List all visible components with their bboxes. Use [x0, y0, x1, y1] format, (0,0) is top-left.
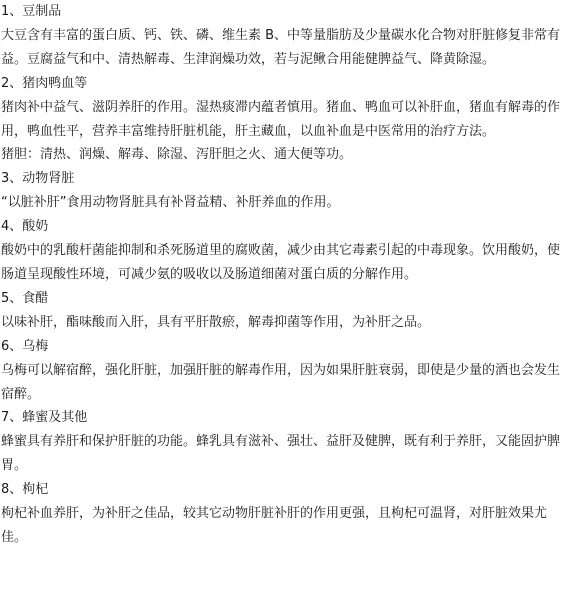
section-paragraph: “以脏补肝”食用动物肾脏具有补肾益精、补肝养血的作用。	[1, 195, 340, 211]
section-paragraph: 猪肉补中益气、滋阴养肝的作用。湿热痰滞内蕴者慎用。猪血、鸭血可以补肝血，猪血有解毒的作用，鸭血性平，营养丰富维持肝脏机能，肝主藏血，以血补血是中医常用的治疗方法。	[1, 99, 561, 139]
section-paragraph: 蜂蜜具有养肝和保护肝脏的功能。蜂乳具有滋补、强壮、益肝及健脾，既有利于养肝，又能固护脾胃。	[1, 434, 561, 474]
section-heading: 6、乌梅	[1, 338, 49, 354]
section-paragraph: 大豆含有丰富的蛋白质、钙、铁、磷、维生素 B、中等量脂肪及少量碳水化合物对肝脏修复非常有益。豆腐益气和中、清热解毒、生津润燥功效，若与泥鳅合用能健脾益气、降黄除湿。	[1, 27, 561, 67]
section-paragraph: 乌梅可以解宿醉，强化肝脏，加强肝脏的解毒作用，因为如果肝脏衰弱，即使是少量的酒也会发生宿醉。	[1, 362, 561, 402]
section-paragraph: 以味补肝，酯味酸而入肝，具有平肝散瘀，解毒抑菌等作用，为补肝之品。	[1, 314, 431, 330]
section-heading: 5、食醋	[1, 290, 49, 306]
section-heading: 1、豆制品	[1, 4, 62, 19]
section-heading: 3、动物肾脏	[1, 171, 75, 187]
section-heading: 7、蜂蜜及其他	[1, 410, 88, 426]
section-heading: 8、枸杞	[1, 482, 49, 498]
section-paragraph: 枸杞补血养肝，为补肝之佳品，较其它动物肝脏补肝的作用更强，且枸杞可温肾，对肝脏效果尤佳。	[1, 506, 548, 545]
section-heading: 2、猪肉鸭血等	[1, 75, 88, 91]
section-paragraph: 酸奶中的乳酸杆菌能抑制和杀死肠道里的腐败菌，减少由其它毒素引起的中毒现象。饮用酸奶，使肠道呈现酸性环境，可减少氨的吸收以及肠道细菌对蛋白质的分解作用。	[1, 243, 561, 282]
section-paragraph: 猪胆：清热、润燥、解毒、除湿、泻肝胆之火、通大便等功。	[1, 147, 353, 163]
section-heading: 4、酸奶	[1, 219, 49, 235]
